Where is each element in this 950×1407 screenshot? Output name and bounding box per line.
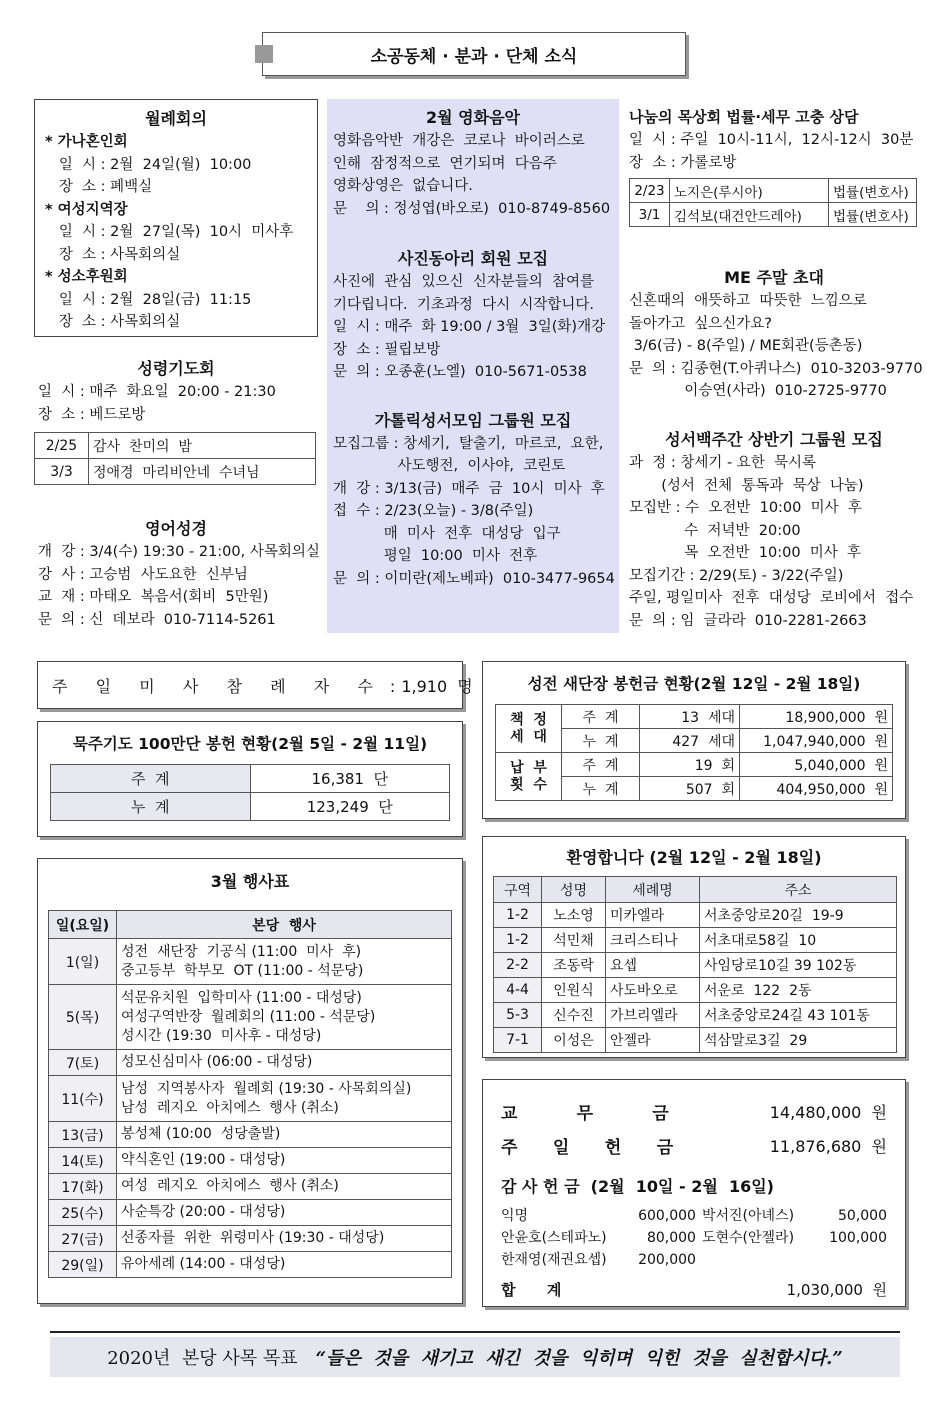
table-row bbox=[494, 953, 897, 978]
text-line: 영화음악반 개강은 코로나 바이러스로 bbox=[333, 133, 585, 149]
text-line: 인해 잠정적으로 연기되며 다음주 bbox=[333, 155, 557, 172]
event-line: 남성 레지오 아치에스 행사 (취소) bbox=[121, 1099, 339, 1116]
table-header: 구역 bbox=[494, 877, 542, 903]
table-row bbox=[35, 459, 316, 485]
text-line: 과 정 : 창세기 - 요한 묵시록 bbox=[629, 455, 817, 471]
table-cell: 19 회 bbox=[640, 753, 740, 777]
text-line: 문 의 : 오종훈(노엘) 010-5671-0538 bbox=[333, 364, 587, 380]
photo-title: 사진동아리 회원 모집 bbox=[397, 249, 549, 268]
monthly-lines bbox=[45, 131, 307, 334]
text-line: 주일, 평일미사 전후 대성당 로비에서 접수 bbox=[629, 590, 914, 606]
table-cell: 노지은(루시아) bbox=[670, 179, 829, 203]
center-column bbox=[327, 99, 619, 633]
table-cell: 사도바오로 bbox=[606, 978, 700, 1003]
table-row bbox=[49, 939, 452, 985]
counsel-title: 나눔의 목상회 법률·세무 고충 상담 bbox=[629, 108, 859, 126]
table-row bbox=[494, 1028, 897, 1053]
english-lines bbox=[34, 541, 318, 631]
table-cell: 123,249 단 bbox=[250, 793, 450, 821]
table-cell: 안젤라 bbox=[606, 1028, 700, 1053]
donor-name: 박서진(아녜스) bbox=[701, 1208, 795, 1224]
finance-value: 11,876,680 원 bbox=[769, 1136, 887, 1156]
day-cell: 29(일) bbox=[49, 1252, 117, 1278]
text-line: 문 의 : 김종현(T.아퀴나스) 010-3203-9770 bbox=[629, 360, 923, 377]
table-cell: 노소영 bbox=[542, 903, 606, 928]
table-row bbox=[49, 1226, 452, 1252]
thanks-title: 감 사 헌 금 (2월 10일 - 2월 16일) bbox=[501, 1177, 774, 1196]
table-header: 본당 행사 bbox=[117, 911, 452, 939]
thanks-row bbox=[501, 1249, 696, 1271]
text-line: 일 시 : 2월 27일(목) 10시 미사후 bbox=[45, 224, 294, 240]
table-header: 세례명 bbox=[606, 877, 700, 903]
day-cell: 27(금) bbox=[49, 1226, 117, 1252]
text-line: 일 시 : 매주 화요일 20:00 - 21:30 bbox=[38, 384, 276, 400]
table-cell: 1-2 bbox=[494, 928, 542, 953]
table-cell: 신수진 bbox=[542, 1003, 606, 1028]
group-label-line: 세 대 bbox=[510, 728, 547, 745]
table-cell: 석삼말로3길 29 bbox=[700, 1028, 897, 1053]
donor-amount: 80,000 bbox=[646, 1230, 696, 1246]
footer-bar bbox=[50, 1337, 900, 1377]
footer-motto: “들은 것을 새기고 새긴 것을 익히며 익힌 것을 실천합시다.” bbox=[315, 1348, 843, 1369]
table-cell: 서초대로58길 10 bbox=[700, 928, 897, 953]
thanks-row bbox=[702, 1227, 887, 1249]
group-label bbox=[496, 753, 562, 801]
donor-name: 익명 bbox=[501, 1208, 529, 1224]
table-cell: 3/3 bbox=[35, 459, 89, 485]
me-section bbox=[629, 265, 923, 403]
event-line: 봉성체 (10:00 성당출발) bbox=[121, 1126, 281, 1142]
text-line: 강 사 : 고승범 사도요한 신부님 bbox=[38, 566, 248, 583]
text-line: 평일 10:00 미사 전후 bbox=[333, 548, 538, 564]
rosary-table bbox=[50, 764, 450, 821]
donor-amount: 200,000 bbox=[638, 1252, 696, 1268]
text-line: 장 소 : 베드로방 bbox=[38, 406, 146, 423]
table-cell: 주 계 bbox=[51, 765, 251, 793]
total-value: 1,030,000 원 bbox=[786, 1281, 887, 1299]
day-cell: 13(금) bbox=[49, 1122, 117, 1148]
text-line: 수 저녁반 20:00 bbox=[629, 522, 801, 539]
spirit-title: 성령기도회 bbox=[137, 359, 215, 378]
event-line: 석문유치원 입학미사 (11:00 - 대성당) bbox=[121, 989, 362, 1006]
thanks-left bbox=[501, 1205, 696, 1271]
event-line: 사순특강 (20:00 - 대성당) bbox=[121, 1204, 286, 1220]
text-line: 기다립니다. 기초과정 다시 시작합니다. bbox=[333, 296, 594, 313]
text-line: 돌아가고 싶으신가요? bbox=[629, 315, 772, 332]
donor-name: 한재영(재권요셉) bbox=[501, 1252, 607, 1268]
table-cell: 1-2 bbox=[494, 903, 542, 928]
table-cell: 감사 찬미의 밤 bbox=[89, 433, 316, 459]
attendance-value: 1,910 명 bbox=[401, 676, 473, 696]
day-cell: 14(토) bbox=[49, 1148, 117, 1174]
table-cell: 이성은 bbox=[542, 1028, 606, 1053]
table-cell: 누 계 bbox=[562, 729, 640, 753]
day-cell: 11(수) bbox=[49, 1076, 117, 1122]
text-line: 장 소 : 사목회의실 bbox=[45, 314, 181, 330]
day-cell: 17(화) bbox=[49, 1174, 117, 1200]
table-header: 성명 bbox=[542, 877, 606, 903]
table-cell: 주 계 bbox=[562, 705, 640, 729]
day-cell: 7(토) bbox=[49, 1050, 117, 1076]
text-line: 장 소 : 필립보방 bbox=[333, 341, 441, 358]
finance-label: 교 무 금 bbox=[501, 1103, 669, 1124]
text-line: 모집반 : 수 오전반 10:00 미사 후 bbox=[629, 500, 862, 516]
monthly-meeting-box bbox=[34, 99, 318, 337]
counsel-table bbox=[629, 178, 917, 227]
march-box bbox=[37, 858, 463, 1304]
table-row bbox=[49, 1122, 452, 1148]
text-line: 일 시 : 2월 28일(금) 11:15 bbox=[45, 291, 252, 308]
renov-table bbox=[495, 704, 893, 801]
text-line: 교 재 : 마태오 복음서(회비 5만원) bbox=[38, 589, 269, 605]
finance-rows bbox=[501, 1094, 887, 1162]
text-line: 개 강 : 3/4(수) 19:30 - 21:00, 사목회의실 bbox=[38, 544, 320, 560]
table-cell: 7-1 bbox=[494, 1028, 542, 1053]
event-line: 남성 지역봉사자 월례회 (19:30 - 사목회의실) bbox=[121, 1080, 412, 1097]
event-cell bbox=[117, 1122, 452, 1148]
table-cell: 4-4 bbox=[494, 978, 542, 1003]
total-label: 합 계 bbox=[501, 1281, 562, 1299]
table-row bbox=[494, 928, 897, 953]
event-line: 유아세례 (14:00 - 대성당) bbox=[121, 1256, 286, 1272]
text-line: 영화상영은 없습니다. bbox=[333, 178, 473, 194]
day-cell: 5(목) bbox=[49, 985, 117, 1050]
finance-row bbox=[501, 1094, 887, 1128]
bible-title: 가톨릭성서모임 그룹원 모집 bbox=[374, 410, 572, 430]
text-line: 모집그룹 : 창세기, 탈출기, 마르코, 요한, bbox=[333, 435, 604, 452]
table-row bbox=[49, 1252, 452, 1278]
table-row bbox=[35, 433, 316, 459]
finance-box bbox=[482, 1079, 906, 1307]
week100-title: 성서백주간 상반기 그룹원 모집 bbox=[665, 430, 883, 449]
group-label-line: 횟 수 bbox=[510, 776, 547, 793]
table-cell: 가브리엘라 bbox=[606, 1003, 700, 1028]
table-row bbox=[496, 753, 893, 777]
donor-amount: 600,000 bbox=[638, 1208, 696, 1224]
bible-lines bbox=[333, 433, 613, 591]
table-cell: 석민채 bbox=[542, 928, 606, 953]
table-cell: 2/23 bbox=[630, 179, 670, 203]
thanks-grid bbox=[501, 1205, 887, 1271]
event-cell bbox=[117, 1076, 452, 1122]
text-line: * 여성지역장 bbox=[45, 201, 128, 218]
table-row bbox=[630, 179, 917, 203]
square-icon bbox=[255, 45, 273, 63]
day-cell: 25(수) bbox=[49, 1200, 117, 1226]
monthly-title: 월례회의 bbox=[145, 109, 207, 128]
thanks-row bbox=[702, 1205, 887, 1227]
me-lines bbox=[629, 290, 923, 403]
text-line: 목 오전반 10:00 미사 후 bbox=[629, 545, 862, 561]
table-cell: 5,040,000 원 bbox=[740, 753, 893, 777]
section-title: 소공동체 · 분과 · 단체 소식 bbox=[370, 46, 578, 67]
text-line: 문 의 : 이미란(제노베파) 010-3477-9654 bbox=[333, 570, 615, 587]
table-cell: 18,900,000 원 bbox=[740, 705, 893, 729]
week100-section bbox=[629, 427, 919, 632]
event-cell bbox=[117, 1226, 452, 1252]
spirit-prayer bbox=[34, 356, 318, 485]
march-table bbox=[48, 910, 452, 1278]
counsel-section bbox=[629, 106, 919, 227]
text-line: 장 소 : 폐백실 bbox=[45, 179, 153, 195]
table-cell: 미카엘라 bbox=[606, 903, 700, 928]
table-row bbox=[49, 1174, 452, 1200]
week100-lines bbox=[629, 452, 919, 632]
table-row bbox=[494, 978, 897, 1003]
text-line: * 가나혼인회 bbox=[45, 134, 128, 150]
table-cell: 16,381 단 bbox=[250, 765, 450, 793]
english-title: 영어성경 bbox=[145, 519, 207, 538]
film-title: 2월 영화음악 bbox=[426, 108, 520, 127]
table-row bbox=[49, 985, 452, 1050]
table-cell: 법률(변호사) bbox=[829, 203, 917, 227]
footer-rule bbox=[50, 1331, 900, 1333]
table-cell: 누 계 bbox=[51, 793, 251, 821]
table-cell: 인원식 bbox=[542, 978, 606, 1003]
welcome-box bbox=[482, 836, 906, 1058]
table-head bbox=[494, 877, 897, 903]
table-cell: 요셉 bbox=[606, 953, 700, 978]
donor-name: 안윤호(스테파노) bbox=[501, 1230, 607, 1246]
event-line: 약식혼인 (19:00 - 대성당) bbox=[121, 1152, 286, 1168]
spirit-table bbox=[34, 432, 316, 485]
table-cell: 사임당로10길 39 102동 bbox=[700, 953, 897, 978]
table-cell: 조동락 bbox=[542, 953, 606, 978]
table-cell: 2/25 bbox=[35, 433, 89, 459]
counsel-lines bbox=[629, 129, 919, 174]
donor-amount: 50,000 bbox=[838, 1208, 887, 1224]
text-line: 문 의 : 정성엽(바오로) 010-8749-8560 bbox=[333, 200, 611, 217]
event-line: 성모신심미사 (06:00 - 대성당) bbox=[121, 1054, 313, 1070]
table-cell: 427 세대 bbox=[640, 729, 740, 753]
me-title: ME 주말 초대 bbox=[724, 268, 824, 287]
table-row bbox=[494, 903, 897, 928]
event-cell bbox=[117, 1200, 452, 1226]
text-line: 3/6(금) - 8(주일) / ME회관(등촌동) bbox=[629, 338, 863, 354]
table-head bbox=[49, 911, 452, 939]
table-cell: 3/1 bbox=[630, 203, 670, 227]
text-line: 매 미사 전후 대성당 입구 bbox=[333, 525, 561, 542]
text-line: 장 소 : 사목회의실 bbox=[45, 246, 181, 263]
day-cell: 1(일) bbox=[49, 939, 117, 985]
finance-label: 주 일 헌 금 bbox=[501, 1137, 674, 1158]
event-cell bbox=[117, 1252, 452, 1278]
event-line: 여성 레지오 아치에스 행사 (취소) bbox=[121, 1178, 339, 1194]
event-cell bbox=[117, 1050, 452, 1076]
welcome-table bbox=[493, 876, 897, 1053]
text-line: 일 시 : 주일 10시-11시, 12시-12시 30분 bbox=[629, 132, 914, 148]
table-cell: 크리스티나 bbox=[606, 928, 700, 953]
table-cell: 404,950,000 원 bbox=[740, 777, 893, 801]
table-cell: 507 회 bbox=[640, 777, 740, 801]
table-cell: 2-2 bbox=[494, 953, 542, 978]
table-cell: 김석보(대건안드레아) bbox=[670, 203, 829, 227]
event-line: 여성구역반장 월례회의 (11:00 - 석문당) bbox=[121, 1008, 376, 1025]
thanks-row bbox=[501, 1227, 696, 1249]
finance-value: 14,480,000 원 bbox=[769, 1102, 887, 1122]
table-row bbox=[49, 1076, 452, 1122]
event-line: 선종자를 위한 위령미사 (19:30 - 대성당) bbox=[121, 1230, 385, 1246]
table-cell: 정애경 마리비안네 수녀님 bbox=[89, 459, 316, 485]
text-line: 문 의 : 임 글라라 010-2281-2663 bbox=[629, 612, 867, 629]
finance-row bbox=[501, 1128, 887, 1162]
text-line: 일 시 : 2월 24일(월) 10:00 bbox=[45, 156, 252, 173]
welcome-title: 환영합니다 (2월 12일 - 2월 18일) bbox=[566, 848, 822, 867]
rosary-title: 묵주기도 100만단 봉헌 현황(2월 5일 - 2월 11일) bbox=[72, 735, 428, 753]
donor-name: 도현수(안젤라) bbox=[701, 1230, 795, 1246]
text-line: 신혼때의 애뜻하고 따뜻한 느낌으로 bbox=[629, 293, 867, 309]
table-cell: 서초중앙로20길 19-9 bbox=[700, 903, 897, 928]
text-line: 모집기간 : 2/29(토) - 3/22(주일) bbox=[629, 567, 844, 584]
text-line: (성서 전체 통독과 묵상 나눔) bbox=[629, 477, 864, 494]
english-bible bbox=[34, 516, 318, 631]
table-cell: 법률(변호사) bbox=[829, 179, 917, 203]
table-row bbox=[51, 765, 450, 793]
event-line: 중고등부 학부모 OT (11:00 - 석문당) bbox=[121, 962, 364, 979]
group-label bbox=[496, 705, 562, 753]
table-row bbox=[51, 793, 450, 821]
text-line: 장 소 : 가롤로방 bbox=[629, 154, 737, 171]
table-row bbox=[49, 1050, 452, 1076]
table-row bbox=[49, 1200, 452, 1226]
table-header: 일(요일) bbox=[49, 911, 117, 939]
table-cell: 서초중앙로24길 43 101동 bbox=[700, 1003, 897, 1028]
event-line: 성전 새단장 기공식 (11:00 미사 후) bbox=[121, 943, 362, 960]
march-title: 3월 행사표 bbox=[210, 872, 290, 891]
text-line: 접 수 : 2/23(오늘) - 3/8(주일) bbox=[333, 503, 534, 519]
table-cell: 누 계 bbox=[562, 777, 640, 801]
attendance-box bbox=[37, 661, 473, 709]
section-header bbox=[262, 32, 686, 76]
text-line: 개 강 : 3/13(금) 매주 금 10시 미사 후 bbox=[333, 480, 605, 497]
renov-box bbox=[482, 661, 906, 819]
table-row bbox=[494, 1003, 897, 1028]
event-cell bbox=[117, 939, 452, 985]
photo-lines bbox=[333, 271, 613, 384]
table-row bbox=[496, 705, 893, 729]
text-line: 일 시 : 매주 화 19:00 / 3월 3일(화)개강 bbox=[333, 319, 606, 335]
text-line: 사진에 관심 있으신 신자분들의 참여를 bbox=[333, 274, 594, 290]
thanks-row bbox=[501, 1205, 696, 1227]
table-cell: 13 세대 bbox=[640, 705, 740, 729]
spirit-lines bbox=[34, 381, 318, 426]
group-label-line: 책 정 bbox=[510, 711, 547, 728]
thanks-right bbox=[702, 1205, 887, 1271]
attendance-label: 주 일 미 사 참 례 자 수 : bbox=[52, 676, 402, 696]
event-cell bbox=[117, 1174, 452, 1200]
table-cell: 1,047,940,000 원 bbox=[740, 729, 893, 753]
rosary-box bbox=[37, 721, 463, 837]
table-header: 주소 bbox=[700, 877, 897, 903]
group-label-line: 납 부 bbox=[510, 759, 547, 776]
text-line: 사도행전, 이사야, 코린토 bbox=[333, 458, 566, 474]
text-line: 이승연(사라) 010-2725-9770 bbox=[629, 383, 887, 399]
text-line: 문 의 : 신 데보라 010-7114-5261 bbox=[38, 611, 276, 628]
text-line: * 성소후원회 bbox=[45, 269, 128, 285]
renov-title: 성전 새단장 봉헌금 현황(2월 12일 - 2월 18일) bbox=[527, 675, 861, 693]
thanks-total bbox=[501, 1279, 887, 1300]
film-lines bbox=[333, 130, 613, 220]
table-row bbox=[49, 1148, 452, 1174]
event-line: 성시간 (19:30 미사후 - 대성당) bbox=[121, 1027, 322, 1044]
footer-year: 2020년 본당 사목 목표 bbox=[107, 1348, 298, 1369]
donor-amount: 100,000 bbox=[829, 1230, 887, 1246]
event-cell bbox=[117, 985, 452, 1050]
table-cell: 서운로 122 2동 bbox=[700, 978, 897, 1003]
table-cell: 5-3 bbox=[494, 1003, 542, 1028]
table-row bbox=[630, 203, 917, 227]
table-cell: 주 계 bbox=[562, 753, 640, 777]
event-cell bbox=[117, 1148, 452, 1174]
